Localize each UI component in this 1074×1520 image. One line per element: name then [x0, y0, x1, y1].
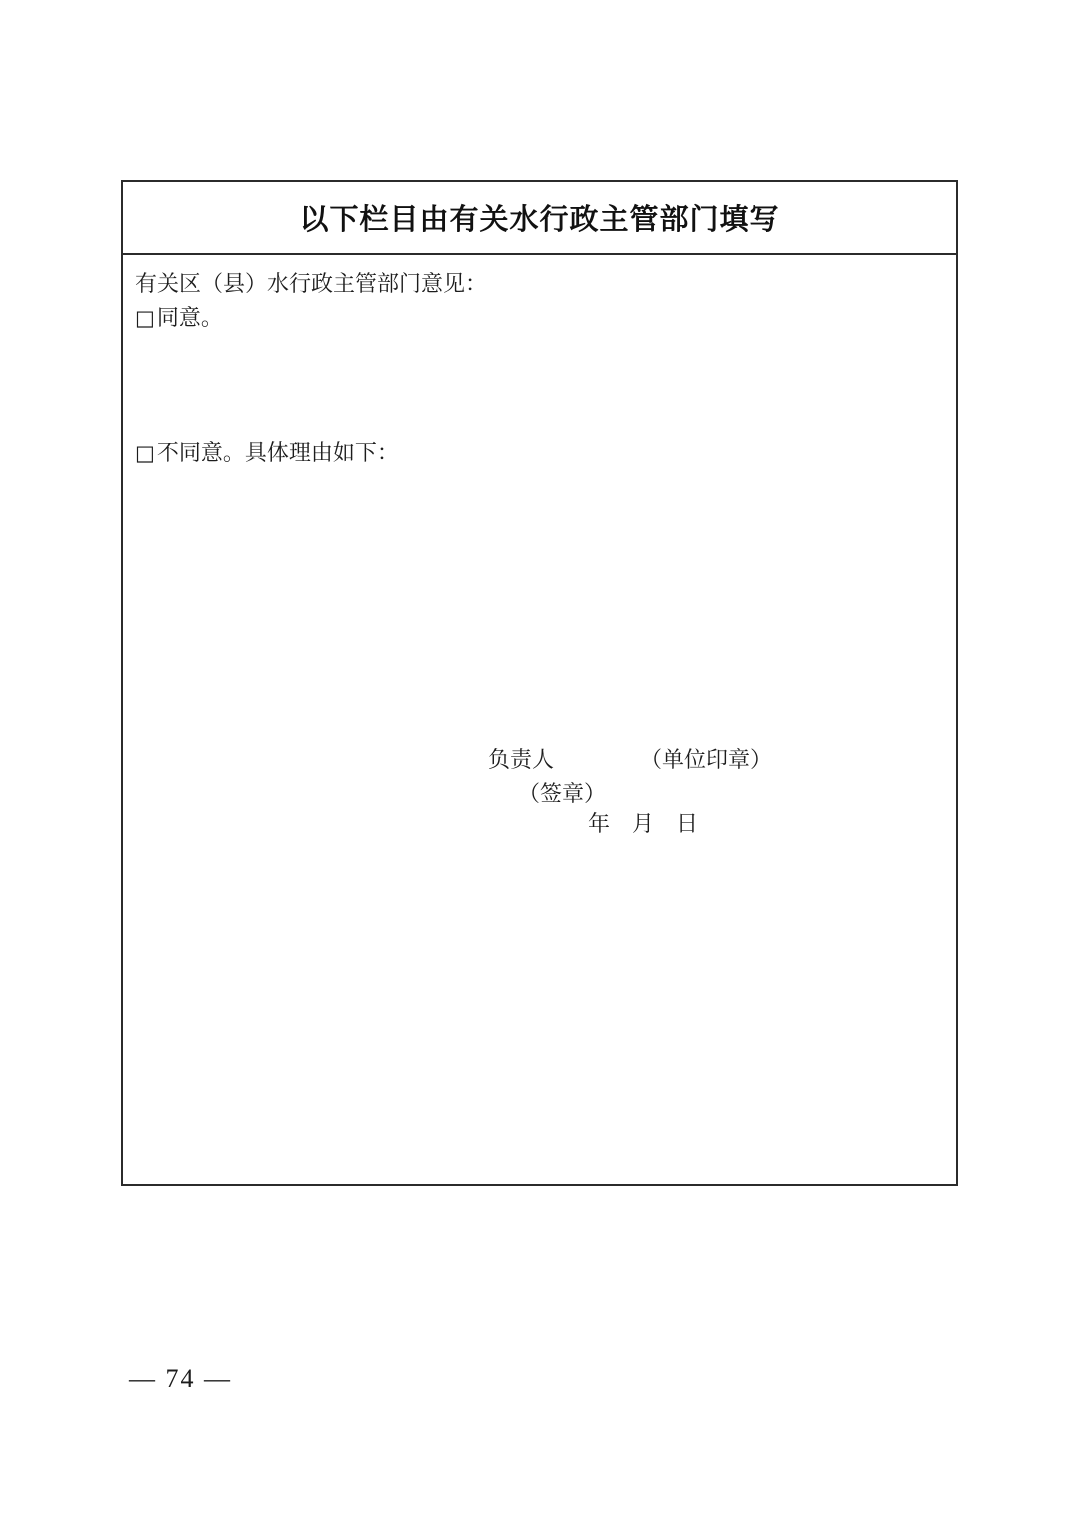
- option-agree: [135, 301, 942, 335]
- unit-seal-label: （单位印章）: [640, 747, 773, 772]
- department-opinion-label: 有关区（县）水行政主管部门意见：: [135, 271, 488, 296]
- disagree-checkbox[interactable]: □: [135, 441, 155, 465]
- agree-checkbox[interactable]: □: [135, 306, 155, 330]
- disagree-label: 不同意。具体理由如下：: [156, 440, 399, 465]
- responsible-person-label: 负责人: [488, 747, 555, 772]
- page-number: — 74 —: [129, 1364, 232, 1393]
- form-title: 以下栏目由有关水行政主管部门填写: [299, 204, 780, 236]
- signature-line: [488, 745, 772, 775]
- form-body: [123, 255, 956, 1184]
- form-box: [121, 180, 958, 1186]
- agree-label: 同意。: [156, 305, 223, 330]
- form-title-row: [123, 182, 956, 255]
- sign-seal-label: （签章）: [518, 781, 607, 806]
- date-line: 年 月 日: [588, 811, 699, 836]
- option-disagree: [135, 436, 942, 470]
